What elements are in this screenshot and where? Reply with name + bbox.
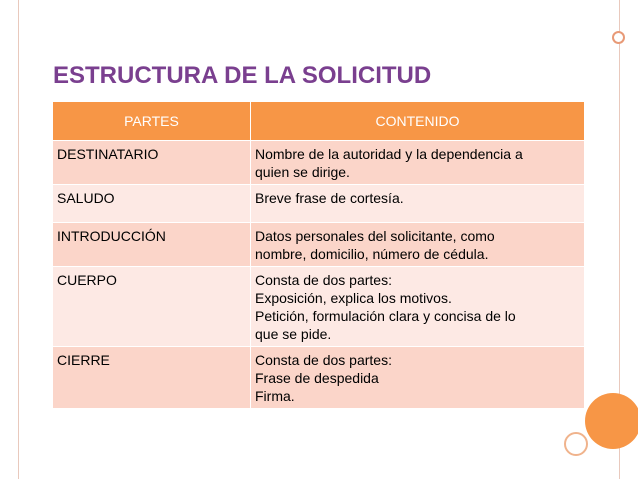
row-content	[251, 267, 585, 347]
decorative-circle-top	[612, 31, 625, 44]
content-line: Frase de despedida	[255, 370, 379, 386]
table-header-row	[53, 102, 585, 141]
content-line: Datos personales del solicitante, como	[255, 228, 495, 244]
content-line: quien se dirige.	[255, 164, 350, 180]
frame-line-left	[18, 0, 19, 479]
content-line: Exposición, explica los motivos.	[255, 290, 452, 306]
slide-title: ESTRUCTURA DE LA SOLICITUD	[53, 62, 432, 89]
table-row	[53, 267, 585, 347]
decorative-circle-large	[585, 393, 638, 449]
row-content	[251, 185, 585, 223]
content-line: que se pide.	[255, 326, 332, 342]
content-line: Breve frase de cortesía.	[255, 190, 404, 206]
structure-table	[52, 101, 585, 409]
header-partes: PARTES	[53, 102, 251, 141]
row-part: CIERRE	[53, 347, 251, 409]
row-part: INTRODUCCIÓN	[53, 223, 251, 267]
table-row	[53, 223, 585, 267]
content-line: Nombre de la autoridad y la dependencia a	[255, 146, 523, 162]
row-content	[251, 141, 585, 185]
row-part: DESTINATARIO	[53, 141, 251, 185]
content-line: nombre, domicilio, número de cédula.	[255, 246, 489, 262]
header-contenido: CONTENIDO	[251, 102, 585, 141]
row-content	[251, 223, 585, 267]
content-line: Consta de dos partes:	[255, 352, 392, 368]
table-row	[53, 347, 585, 409]
decorative-circle-small	[564, 432, 588, 456]
table-row	[53, 141, 585, 185]
row-part: CUERPO	[53, 267, 251, 347]
row-content	[251, 347, 585, 409]
content-line: Firma.	[255, 388, 295, 404]
content-line: Petición, formulación clara y concisa de lo	[255, 308, 516, 324]
row-part: SALUDO	[53, 185, 251, 223]
table-row	[53, 185, 585, 223]
content-line: Consta de dos partes:	[255, 272, 392, 288]
